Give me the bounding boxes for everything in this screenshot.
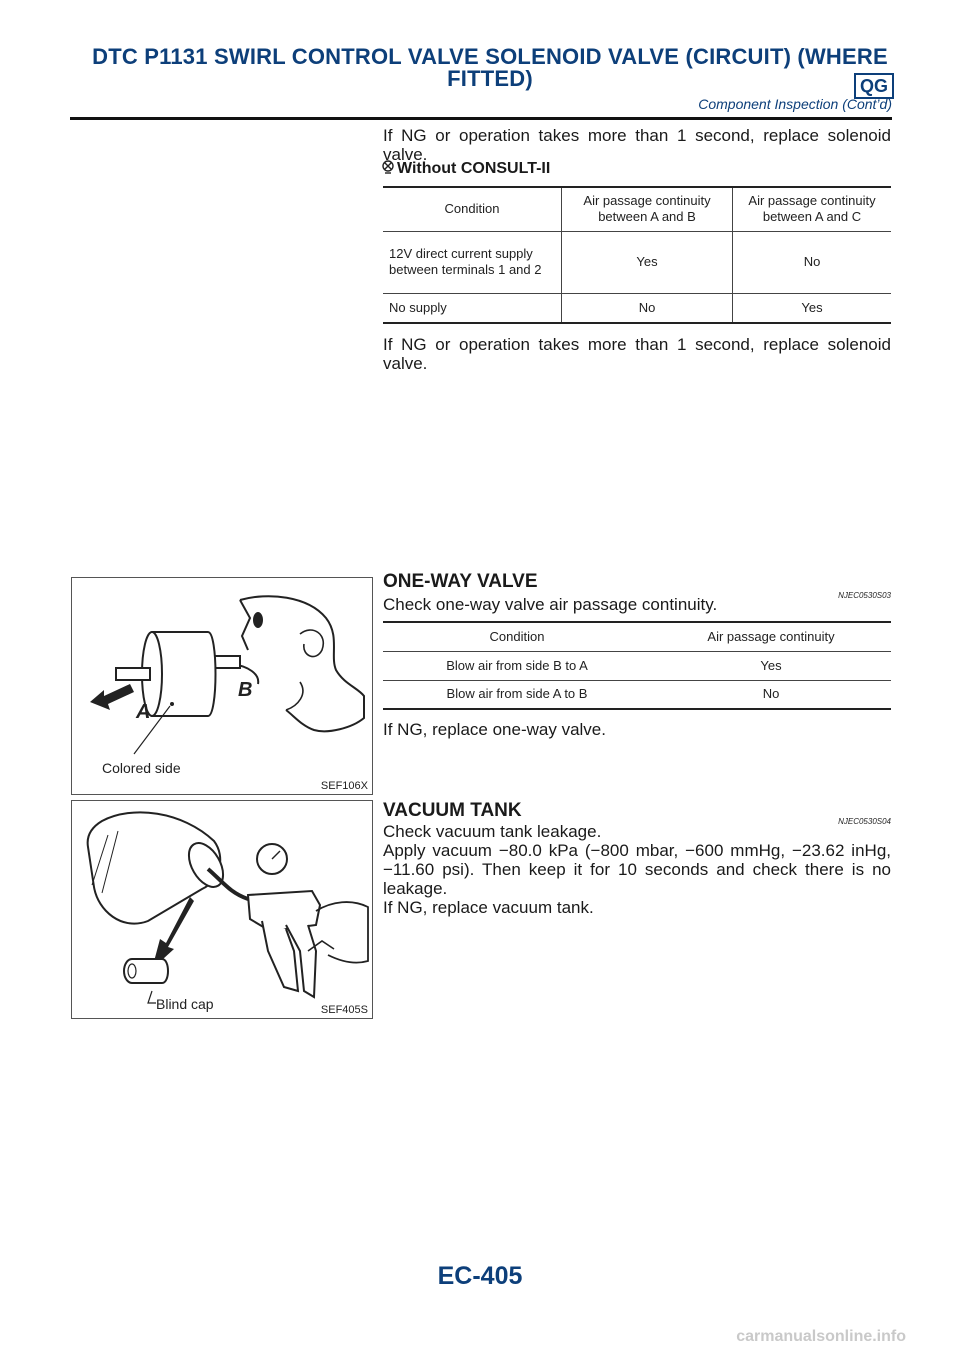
table-header-cell: Air passage continuity: [651, 622, 891, 651]
table-header-row: [383, 187, 891, 231]
vacuum-tank-figure: [71, 800, 373, 1019]
vacuum-tank-ref-code: NJEC0530S04: [838, 817, 891, 826]
consult-cross-icon: [381, 160, 395, 176]
table-header-cell: Air passage continuity between A and C: [733, 187, 892, 231]
table-row: [383, 651, 891, 680]
table-cell: No: [651, 680, 891, 709]
table-header-cell: Condition: [383, 187, 562, 231]
table-cell: No: [733, 231, 892, 293]
table-cell: Yes: [562, 231, 733, 293]
table-cell: Yes: [651, 651, 891, 680]
colored-side-caption: Colored side: [102, 760, 181, 776]
page-subtitle: Component Inspection (Cont’d): [698, 96, 892, 112]
blind-cap-caption: Blind cap: [156, 996, 214, 1012]
vacuum-tank-heading: VACUUM TANK: [383, 800, 522, 821]
table-header-cell: Condition: [383, 622, 651, 651]
engine-code-badge: QG: [854, 73, 894, 99]
table-row: [383, 231, 891, 293]
table-cell: Yes: [733, 293, 892, 323]
page-title: [60, 46, 920, 90]
solenoid-ng-paragraph: If NG or operation takes more than 1 second, replace solenoid valve.: [383, 335, 891, 373]
table-cell: Blow air from side A to B: [383, 680, 651, 709]
page-number: EC-405: [437, 1262, 523, 1290]
one-way-valve-paragraph: Check one-way valve air passage continuity.: [383, 595, 718, 614]
vacuum-tank-line: If NG, replace vacuum tank.: [383, 898, 594, 917]
label-b: B: [238, 679, 253, 701]
without-consult-label: Without CONSULT-II: [397, 160, 551, 177]
intro-paragraph: If NG or operation takes more than 1 second, replace solenoid valve.: [383, 126, 891, 164]
table-row: [383, 293, 891, 323]
vacuum-tank-line: Apply vacuum −80.0 kPa (−800 mbar, −600 mmHg, −23.62 inHg, −11.60 psi). Then keep it for 10 seconds and check there is no leakage.: [383, 841, 891, 898]
page-title-line1: DTC P1131 SWIRL CONTROL VALVE SOLENOID VALVE (CIRCUIT) (WHERE: [92, 44, 888, 69]
table-row: [383, 680, 891, 709]
table-header-row: [383, 622, 891, 651]
one-way-valve-ng-paragraph: If NG, replace one-way valve.: [383, 720, 606, 739]
vacuum-tank-illustration: [72, 801, 372, 1018]
table-cell: No: [562, 293, 733, 323]
header-divider: [70, 117, 892, 120]
vacuum-tank-line: Check vacuum tank leakage.: [383, 822, 602, 841]
table-cell: 12V direct current supply between terminals 1 and 2: [383, 231, 562, 293]
one-way-valve-table: [383, 621, 891, 710]
page-title-line2: FITTED): [447, 66, 533, 91]
figure-code: SEF405S: [320, 1004, 368, 1016]
one-way-valve-illustration: [72, 578, 372, 794]
table-cell: Blow air from side B to A: [383, 651, 651, 680]
label-a: A: [136, 701, 151, 723]
table-header-cell: Air passage continuity between A and B: [562, 187, 733, 231]
solenoid-valve-table: [383, 186, 891, 324]
watermark: carmanualsonline.info: [736, 1328, 906, 1345]
figure-code: SEF106X: [320, 780, 368, 792]
table-cell: No supply: [383, 293, 562, 323]
vacuum-tank-paragraph: [383, 822, 891, 917]
one-way-valve-heading: ONE-WAY VALVE: [383, 571, 538, 592]
one-way-valve-figure: [71, 577, 373, 795]
one-way-valve-ref-code: NJEC0530S03: [838, 591, 891, 600]
